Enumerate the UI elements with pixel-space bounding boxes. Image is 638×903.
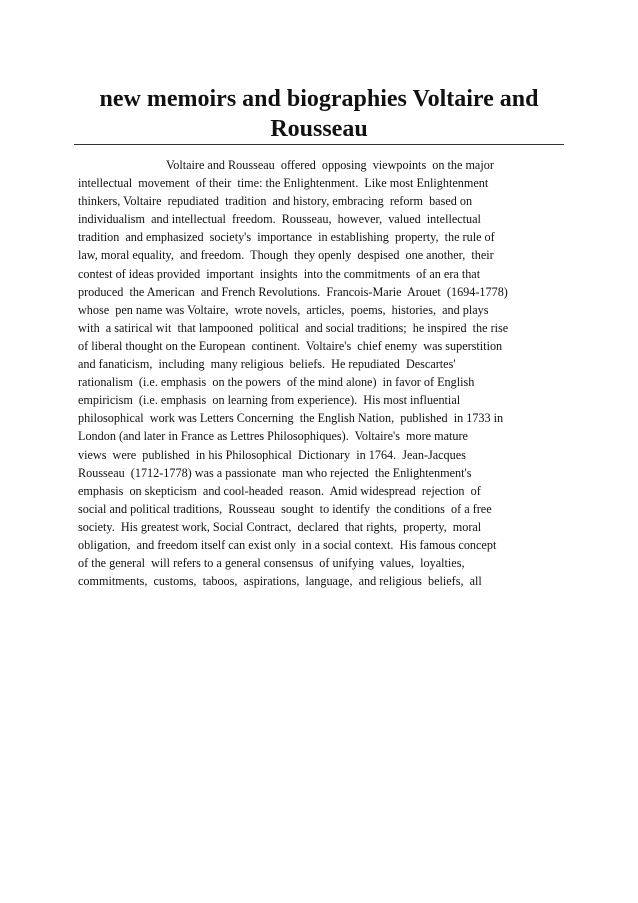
text-line: with a satirical wit that lampooned political and social traditions; he inspired the rise <box>78 320 509 335</box>
text-line: emphasis on skepticism and cool-headed reason. Amid widespread rejection of <box>78 483 481 498</box>
text-line: tradition and emphasized society's importance in establishing property, the rule of <box>78 230 495 245</box>
page-title: new memoirs and biographies Voltaire and Rousseau <box>99 86 539 142</box>
text-line: Voltaire and Rousseau offered opposing viewpoints on the major <box>166 158 494 172</box>
text-line: thinkers, Voltaire repudiated tradition and history, embracing reform based on <box>78 194 473 209</box>
text-line: Rousseau (1712-1778) was a passionate man who rejected the Enlightenment's <box>78 465 472 480</box>
text-line: individualism and intellectual freedom. Rousseau, however, valued intellectual <box>78 212 481 227</box>
text-line: produced the American and French Revolutions. Francois-Marie Arouet (1694-1778) <box>78 284 508 299</box>
text-line: intellectual movement of their time: the Enlightenment. Like most Enlightenment <box>78 176 489 191</box>
body-paragraph <box>78 156 562 590</box>
text-line: rationalism (i.e. emphasis on the powers of the mind alone) in favor of English <box>78 375 475 390</box>
text-line: views were published in his Philosophical Dictionary in 1764. Jean-Jacques <box>78 447 466 462</box>
text-line: empiricism (i.e. emphasis on learning from experience). His most influential <box>78 393 461 408</box>
text-line: philosophical work was Letters Concerning the English Nation, published in 1733 in <box>78 411 504 426</box>
text-line: whose pen name was Voltaire, wrote novels, articles, poems, histories, and plays <box>78 302 489 317</box>
text-line: commitments, customs, taboos, aspirations, language, and religious beliefs, all <box>78 574 482 589</box>
text-line: of liberal thought on the European continent. Voltaire's chief enemy was superstition <box>78 338 503 353</box>
text-line: obligation, and freedom itself can exist only in a social context. His famous concept <box>78 537 497 552</box>
text-line: contest of ideas provided important insights into the commitments of an era that <box>78 266 481 281</box>
text-line: London (and later in France as Lettres Philosophiques). Voltaire's more mature <box>78 429 468 444</box>
text-line: and fanaticism, including many religious beliefs. He repudiated Descartes' <box>78 357 456 372</box>
text-line: society. His greatest work, Social Contract, declared that rights, property, moral <box>78 519 482 534</box>
title-divider <box>74 144 564 145</box>
text-line: law, moral equality, and freedom. Though they openly despised one another, their <box>78 248 494 263</box>
text-line: of the general will refers to a general consensus of unifying values, loyalties, <box>78 556 465 571</box>
text-line: social and political traditions, Rousseau sought to identify the conditions of a free <box>78 501 492 516</box>
